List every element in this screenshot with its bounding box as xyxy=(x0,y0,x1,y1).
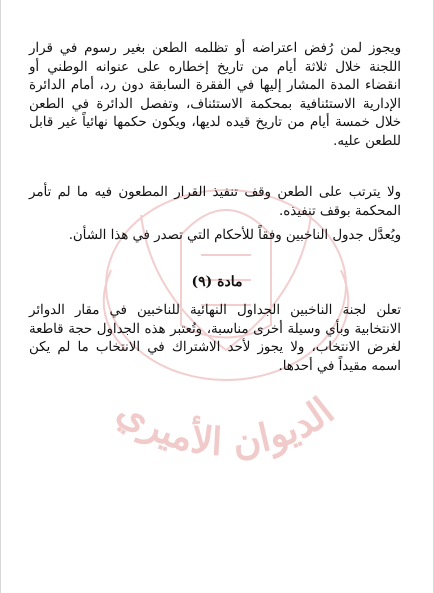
paragraph-appeal-procedure: ويجوز لمن رُفض اعتراضه أو تظلمه الطعن بغير رسوم في قرار اللجنة خلال ثلاثة أيام من تاريخ إخطاره على عنوانه الوطني أو انقضاء المدة المشار إليها في الفقرة السابقة دون رد، أمام الدائرة الإدارية الاستئنافية بمحكمة الاستئناف، وتفصل الدائرة في الطعن خلال خمسة أيام من تاريخ قيده لديها، ويكون حكمها نهائياً غير قابل للطعن عليه. xyxy=(29,41,401,149)
paragraph-no-suspension: ولا يترتب على الطعن وقف تنفيذ القرار المطعون فيه ما لم تأمر المحكمة بوقف تنفيذه. xyxy=(29,185,401,219)
svg-text:الديوان الأميري: الديوان الأميري xyxy=(110,387,343,465)
article-title: مادة (٩) xyxy=(191,274,243,290)
paragraph-article-9: تعلن لجنة الناخبين الجداول النهائية للناخبين في مقار الدوائر الانتخابية وبأي وسيلة أخرى مناسبة، وتُعتبر هذه الجداول حجة قاطعة لغرض الانتخاب، ولا يجوز لأحد الاشتراك في الانتخاب ما لم يكن اسمه مقيداً في أحدها. xyxy=(29,303,401,374)
paragraph-voter-list-amendment: ويُعدَّل جدول الناخبين وفقاً للأحكام التي تصدر في هذا الشأن. xyxy=(68,228,401,243)
